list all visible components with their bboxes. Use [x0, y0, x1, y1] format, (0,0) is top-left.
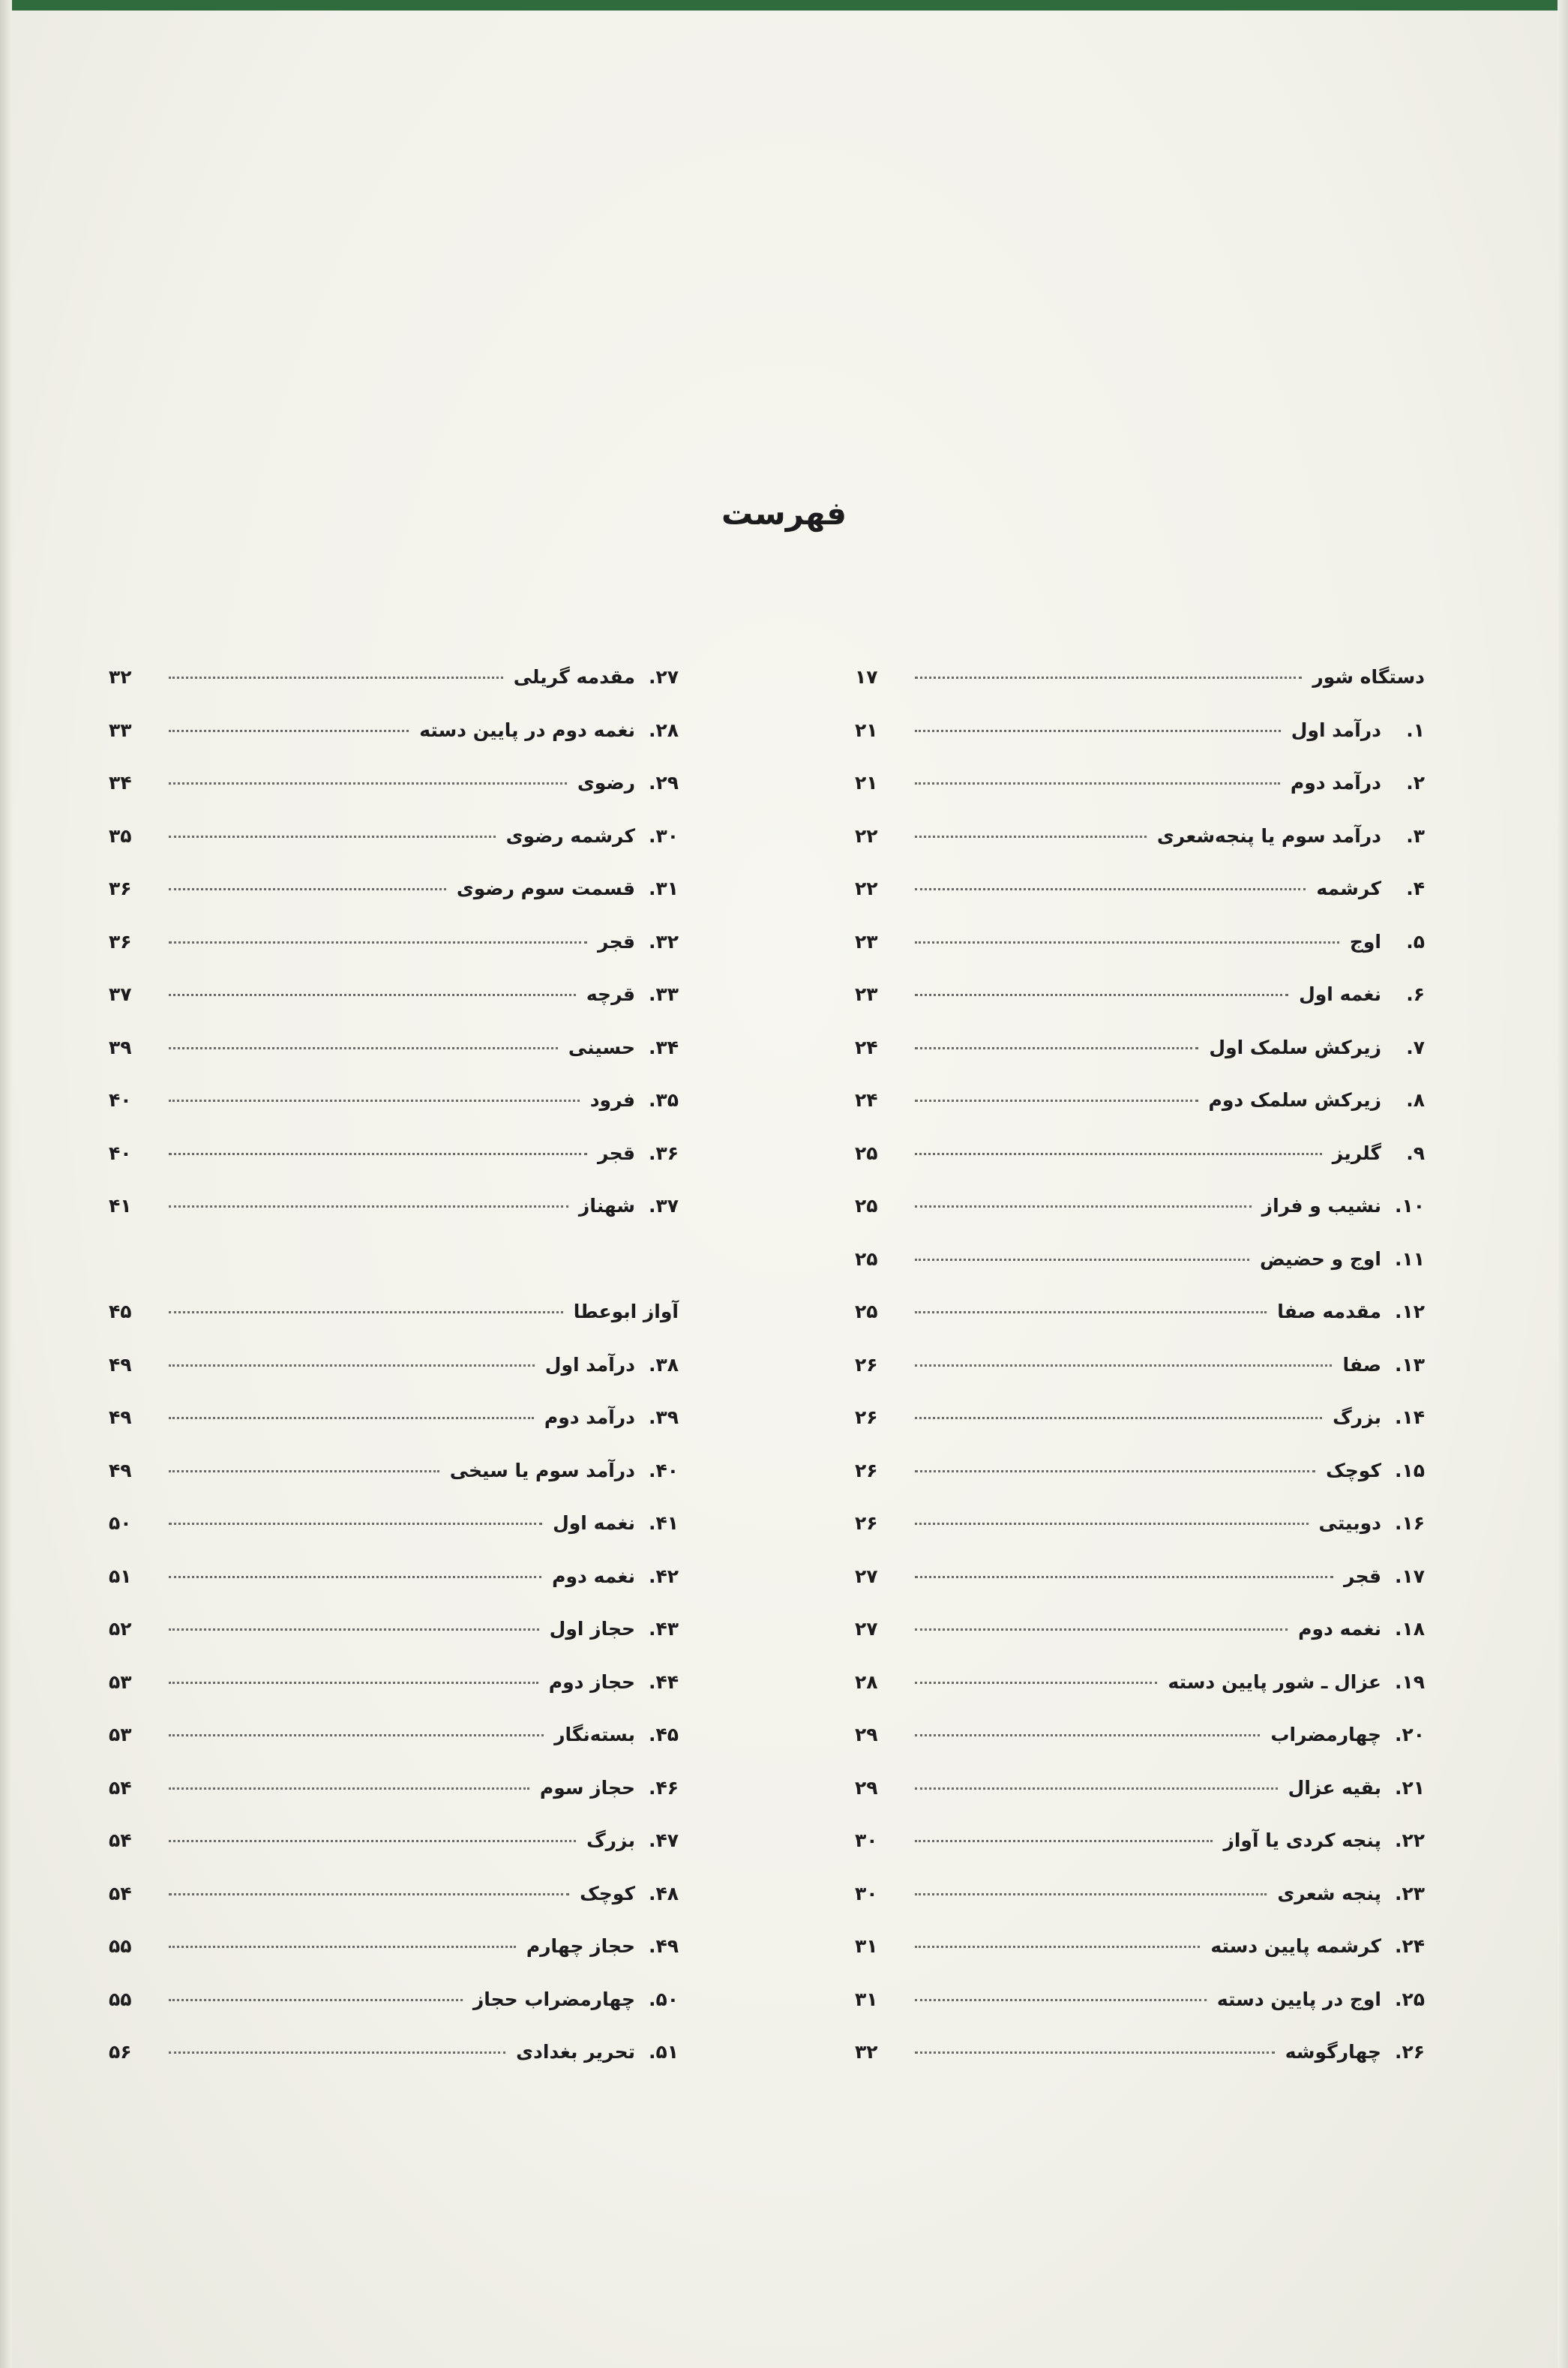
toc-entry-title: کرشمه پایین دسته: [1210, 1935, 1381, 1957]
dot-leader: [915, 2051, 1275, 2054]
toc-entry-page-number: ۲۲: [855, 824, 878, 847]
toc-entry-number: ۳۵.: [648, 1089, 679, 1111]
dot-leader: [915, 1470, 1315, 1472]
dot-leader: [169, 1153, 587, 1155]
toc-entry: [855, 983, 1425, 1037]
toc-entry-title: بزرگ: [586, 1829, 635, 1851]
toc-entry-number: ۲۴.: [1394, 1935, 1425, 1957]
toc-entry-title: تحریر بغدادی: [516, 2041, 635, 2063]
toc-entry-title: گلریز: [1332, 1142, 1381, 1164]
toc-entry-number: ۲۰.: [1394, 1724, 1425, 1745]
toc-entry-title: قجر: [598, 1142, 635, 1164]
toc-entry-title: اوج در پایین دسته: [1216, 1988, 1381, 2010]
toc-entry: [855, 1618, 1425, 1671]
section-gap: [109, 1248, 679, 1301]
toc-entry-title: نغمه دوم: [1298, 1618, 1381, 1640]
toc-entry-page-number: ۲۴: [855, 1036, 878, 1058]
toc-entry-number: ۴۵.: [648, 1724, 679, 1745]
toc-entry-number: ۳۸.: [648, 1353, 679, 1376]
toc-entry: [855, 772, 1425, 825]
toc-entry-page-number: ۲۳: [855, 930, 878, 953]
page-title: فهرست: [721, 495, 847, 532]
toc-entry-number: ۵۱.: [648, 2041, 679, 2063]
toc-entry: [109, 719, 679, 773]
toc-entry-number: ۸.: [1406, 1089, 1425, 1111]
toc-entry: [855, 1354, 1425, 1407]
toc-entry-title: درآمد سوم یا پنجه‌شعری: [1156, 824, 1381, 847]
toc-entry-number: ۱۱.: [1394, 1247, 1425, 1270]
toc-entry-number: ۲۶.: [1394, 2041, 1425, 2063]
toc-entry-title: درآمد دوم: [544, 1406, 635, 1428]
dot-leader: [169, 1576, 541, 1578]
page-right-edge: [1558, 0, 1568, 2368]
toc-entry-page-number: ۱۷: [855, 666, 878, 688]
toc-entry-page-number: ۲۵: [855, 1247, 878, 1270]
dot-leader: [915, 1787, 1278, 1790]
dot-leader: [915, 1259, 1249, 1261]
toc-entry: [855, 1195, 1425, 1248]
dot-leader: [169, 994, 576, 996]
dot-leader: [169, 1734, 544, 1736]
toc-entry-title: دستگاه شور: [1312, 666, 1425, 688]
toc-entry-title: نشیب و فراز: [1261, 1195, 1381, 1217]
toc-entry-number: ۴۷.: [648, 1829, 679, 1851]
toc-entry-page-number: ۲۸: [855, 1670, 878, 1693]
toc-entry: [109, 772, 679, 825]
dot-leader: [915, 1364, 1332, 1367]
toc-entry-title: درآمد اول: [544, 1353, 635, 1376]
toc-entry-title: قسمت سوم رضوی: [456, 878, 635, 899]
toc-entry-title: حجاز چهارم: [526, 1935, 635, 1957]
toc-entry-title: درآمد سوم یا سیخی: [449, 1459, 635, 1481]
toc-entry-number: ۱۵.: [1394, 1459, 1425, 1481]
dot-leader: [169, 1417, 534, 1419]
dot-leader: [915, 994, 1288, 996]
toc-entry-number: ۲.: [1406, 772, 1425, 794]
toc-entry-number: ۲۹.: [648, 772, 679, 794]
toc-entry-page-number: ۵۵: [109, 1935, 132, 1957]
dot-leader: [169, 1047, 558, 1049]
toc-entry: [109, 1935, 679, 1988]
page-top-edge: [0, 0, 1568, 11]
toc-entry-number: ۴۲.: [648, 1565, 679, 1587]
toc-entry: [109, 1460, 679, 1513]
toc-entry-page-number: ۳۱: [855, 1988, 878, 2010]
toc-entry-number: ۳۰.: [648, 824, 679, 847]
dot-leader: [169, 1100, 580, 1102]
dot-leader: [169, 782, 567, 785]
toc-entry-number: ۱۸.: [1394, 1618, 1425, 1640]
toc-entry-page-number: ۳۲: [855, 2041, 878, 2063]
dot-leader: [915, 1417, 1322, 1419]
toc-entry-number: ۱.: [1406, 719, 1425, 741]
toc-entry-title: درآمد اول: [1291, 719, 1381, 741]
toc-entry-page-number: ۵۴: [109, 1829, 132, 1851]
toc-entry: [855, 1142, 1425, 1196]
dot-leader: [169, 1364, 535, 1367]
toc-entry-title: حجاز اول: [549, 1618, 635, 1640]
toc-entry-number: ۳۲.: [648, 930, 679, 953]
toc-entry-title: حسینی: [568, 1036, 635, 1058]
dot-leader: [915, 888, 1306, 890]
toc-entry: [109, 1777, 679, 1830]
toc-entry: [855, 1565, 1425, 1619]
toc-entry-number: ۵.: [1406, 930, 1425, 953]
dot-leader: [915, 1946, 1200, 1948]
toc-entry-page-number: ۲۹: [855, 1724, 878, 1745]
toc-entry-page-number: ۲۵: [855, 1301, 878, 1322]
toc-entry: [109, 1724, 679, 1777]
toc-entry-page-number: ۴۹: [109, 1406, 132, 1428]
toc-entry: [109, 1089, 679, 1142]
toc-entry: [855, 1460, 1425, 1513]
toc-entry-title: پنجه کردی یا آواز: [1223, 1829, 1381, 1851]
toc-entry-page-number: ۵۳: [109, 1670, 132, 1693]
toc-entry-title: چهارگوشه: [1285, 2041, 1381, 2063]
toc-entry-number: ۳۳.: [648, 983, 679, 1005]
toc-entry-page-number: ۳۶: [109, 930, 132, 953]
toc-entry-title: اوج و حضیض: [1259, 1247, 1381, 1270]
toc-entry: [855, 1883, 1425, 1936]
dot-leader: [915, 1682, 1157, 1684]
toc-entry-number: ۲۳.: [1394, 1882, 1425, 1904]
toc-entry-title: قجر: [598, 930, 635, 953]
dot-leader: [169, 730, 409, 732]
dot-leader: [915, 941, 1339, 944]
toc-entry-title: نغمه دوم: [552, 1565, 635, 1587]
dot-leader: [915, 1311, 1267, 1313]
toc-entry-title: نغمه اول: [1299, 983, 1381, 1005]
toc-entry: [855, 1777, 1425, 1830]
toc-entry-title: قجر: [1344, 1565, 1381, 1587]
toc-entry-number: ۱۹.: [1394, 1670, 1425, 1693]
toc-entry: [109, 1301, 679, 1354]
toc-entry: [855, 666, 1425, 719]
toc-entry-title: رضوی: [577, 772, 635, 794]
toc-entry-title: کرشمه: [1316, 878, 1381, 899]
dot-leader: [169, 1999, 463, 2001]
toc-entry: [855, 878, 1425, 931]
toc-entry-number: ۱۰.: [1394, 1195, 1425, 1217]
toc-entry-page-number: ۴۱: [109, 1195, 132, 1217]
toc-entry-page-number: ۲۲: [855, 878, 878, 899]
toc-entry-title: کوچک: [1326, 1459, 1381, 1481]
toc-entry: [855, 1037, 1425, 1090]
toc-entry-number: ۱۷.: [1394, 1565, 1425, 1587]
dot-leader: [915, 1523, 1309, 1525]
dot-leader: [169, 836, 496, 838]
toc-entry-number: ۴۸.: [648, 1882, 679, 1904]
toc-entry: [855, 1406, 1425, 1460]
toc-entry-page-number: ۵۰: [109, 1512, 132, 1534]
toc-entry-page-number: ۳۵: [109, 824, 132, 847]
toc-entry: [109, 1037, 679, 1090]
toc-entry: [855, 1248, 1425, 1301]
toc-entry-number: ۵۰.: [648, 1988, 679, 2010]
toc-entry-number: ۹.: [1406, 1142, 1425, 1164]
page-left-edge: [0, 0, 12, 2368]
toc-entry-page-number: ۳۰: [855, 1829, 878, 1851]
toc-entry-number: ۴.: [1406, 878, 1425, 899]
toc-entry-number: ۱۶.: [1394, 1512, 1425, 1534]
toc-entry-title: پنجه شعری: [1277, 1882, 1381, 1904]
toc-entry-page-number: ۵۲: [109, 1618, 132, 1640]
toc-entry-title: اوج: [1349, 930, 1381, 953]
toc-entry-page-number: ۳۲: [109, 666, 132, 688]
toc-entry-number: ۲۵.: [1394, 1988, 1425, 2010]
toc-entry-number: ۴۴.: [648, 1670, 679, 1693]
toc-entry-title: بقیه عزال: [1288, 1776, 1381, 1799]
toc-entry: [855, 825, 1425, 878]
toc-entry-title: نغمه اول: [553, 1512, 635, 1534]
toc-entry-title: مقدمه گریلی: [513, 666, 635, 688]
toc-entry-page-number: ۴۰: [109, 1142, 132, 1164]
toc-entry-page-number: ۲۵: [855, 1195, 878, 1217]
toc-entry-title: بسته‌نگار: [554, 1724, 635, 1745]
toc-entry-title: زیرکش سلمک اول: [1209, 1036, 1381, 1058]
dot-leader: [169, 2051, 505, 2054]
toc-entry-page-number: ۲۳: [855, 983, 878, 1005]
dot-leader: [915, 782, 1280, 785]
toc-entry-page-number: ۲۵: [855, 1142, 878, 1164]
toc-entry-title: بزرگ: [1333, 1406, 1381, 1428]
toc-entry-page-number: ۵۶: [109, 2041, 132, 2063]
toc-entry: [109, 2041, 679, 2094]
dot-leader: [169, 888, 446, 890]
toc-entry-page-number: ۳۱: [855, 1935, 878, 1957]
toc-entry-number: ۳۱.: [648, 878, 679, 899]
dot-leader: [915, 1205, 1252, 1208]
dot-leader: [915, 1047, 1198, 1049]
toc-entry: [109, 1883, 679, 1936]
dot-leader: [169, 1470, 439, 1472]
toc-entry: [109, 1829, 679, 1883]
toc-entry: [855, 1829, 1425, 1883]
toc-entry-title: عزال ـ شور پایین دسته: [1168, 1670, 1381, 1693]
toc-entry-title: چهارمضراب: [1270, 1724, 1381, 1745]
toc-entry-page-number: ۲۹: [855, 1776, 878, 1799]
toc-entry-number: ۱۲.: [1394, 1301, 1425, 1322]
toc-entry-page-number: ۳۶: [109, 878, 132, 899]
toc-entry: [855, 719, 1425, 773]
toc-entry-page-number: ۲۱: [855, 719, 878, 741]
dot-leader: [915, 1576, 1333, 1578]
toc-entry-page-number: ۴۵: [109, 1301, 132, 1322]
toc-entry-number: ۳۶.: [648, 1142, 679, 1164]
toc-entry-title: نغمه دوم در پایین دسته: [419, 719, 635, 741]
toc-entry-title: حجاز سوم: [539, 1776, 635, 1799]
toc-entry: [109, 1671, 679, 1724]
toc-entry-number: ۱۳.: [1394, 1353, 1425, 1376]
toc-entry-page-number: ۵۳: [109, 1724, 132, 1745]
toc-entry-page-number: ۳۴: [109, 772, 132, 794]
toc-entry: [109, 878, 679, 931]
toc-entry: [109, 1142, 679, 1196]
toc-entry-page-number: ۲۶: [855, 1512, 878, 1534]
toc-entry-number: ۴۱.: [648, 1512, 679, 1534]
toc-right-column: [855, 666, 1425, 2094]
toc-entry-number: ۴۶.: [648, 1776, 679, 1799]
toc-entry-page-number: ۲۷: [855, 1618, 878, 1640]
toc-entry: [855, 1089, 1425, 1142]
toc-entry-page-number: ۲۶: [855, 1459, 878, 1481]
toc-entry-number: ۳۴.: [648, 1036, 679, 1058]
toc-entry: [109, 983, 679, 1037]
toc-entry-number: ۴۹.: [648, 1935, 679, 1957]
toc-entry: [109, 1354, 679, 1407]
toc-entry-page-number: ۳۳: [109, 719, 132, 741]
toc-entry: [109, 931, 679, 984]
dot-leader: [169, 677, 503, 679]
toc-entry-page-number: ۲۴: [855, 1089, 878, 1111]
toc-entry-page-number: ۲۷: [855, 1565, 878, 1587]
dot-leader: [169, 1682, 538, 1684]
toc-entry-title: قرچه: [586, 983, 635, 1005]
toc-entry-title: شهناز: [578, 1195, 635, 1217]
toc-entry: [855, 2041, 1425, 2094]
toc-entry-title: چهارمضراب حجاز: [472, 1988, 635, 2010]
toc-entry-page-number: ۴۹: [109, 1353, 132, 1376]
toc-entry-page-number: ۳۹: [109, 1036, 132, 1058]
toc-entry-number: ۴۳.: [648, 1618, 679, 1640]
toc-entry-number: ۱۴.: [1394, 1406, 1425, 1428]
toc-entry: [109, 1618, 679, 1671]
toc-entry-title: کوچک: [580, 1882, 635, 1904]
dot-leader: [169, 941, 587, 944]
toc-entry-number: ۲۱.: [1394, 1776, 1425, 1799]
dot-leader: [915, 1999, 1207, 2001]
toc-left-column: [109, 666, 679, 2094]
toc-entry: [109, 825, 679, 878]
toc-entry: [109, 1406, 679, 1460]
toc-entry-page-number: ۲۱: [855, 772, 878, 794]
toc-entry-page-number: ۵۴: [109, 1776, 132, 1799]
dot-leader: [169, 1523, 542, 1525]
toc-entry: [855, 1671, 1425, 1724]
toc-entry-title: درآمد دوم: [1290, 772, 1381, 794]
toc-entry-title: زیرکش سلمک دوم: [1208, 1089, 1381, 1111]
dot-leader: [169, 1946, 516, 1948]
toc-entry-number: ۲۸.: [648, 719, 679, 741]
toc-entry-title: فرود: [589, 1089, 635, 1111]
toc-entry: [855, 1935, 1425, 1988]
toc-entry-number: ۴۰.: [648, 1459, 679, 1481]
dot-leader: [915, 1840, 1213, 1842]
dot-leader: [169, 1311, 563, 1313]
dot-leader: [915, 1628, 1288, 1631]
toc-entry: [109, 666, 679, 719]
toc-entry-title: صفا: [1342, 1353, 1381, 1376]
toc-entry-page-number: ۲۶: [855, 1406, 878, 1428]
toc-entry: [109, 1565, 679, 1619]
dot-leader: [915, 1100, 1198, 1102]
toc-entry-page-number: ۳۰: [855, 1882, 878, 1904]
toc-entry-title: دوبیتی: [1318, 1512, 1381, 1534]
dot-leader: [915, 1893, 1267, 1895]
toc-entry-title: مقدمه صفا: [1277, 1301, 1381, 1322]
toc-entry-number: ۶.: [1406, 983, 1425, 1005]
toc-entry-title: حجاز دوم: [548, 1670, 635, 1693]
toc-entry-page-number: ۵۱: [109, 1565, 132, 1587]
toc-entry: [855, 931, 1425, 984]
toc-entry: [109, 1988, 679, 2042]
toc-entry-title: آواز ابوعطا: [573, 1301, 679, 1322]
toc-entry: [855, 1988, 1425, 2042]
toc-entry-number: ۷.: [1406, 1036, 1425, 1058]
toc-entry-page-number: ۳۷: [109, 983, 132, 1005]
toc-entry: [855, 1724, 1425, 1777]
toc-entry-page-number: ۲۶: [855, 1353, 878, 1376]
toc-entry: [855, 1512, 1425, 1565]
toc-entry-page-number: ۵۴: [109, 1882, 132, 1904]
dot-leader: [915, 1153, 1322, 1155]
dot-leader: [169, 1205, 568, 1208]
dot-leader: [915, 677, 1302, 679]
toc-entry-page-number: ۴۰: [109, 1089, 132, 1111]
toc-entry-title: کرشمه رضوی: [505, 824, 635, 847]
dot-leader: [915, 1734, 1260, 1736]
toc-entry-number: ۳.: [1406, 824, 1425, 847]
toc-entry-number: ۲۷.: [648, 666, 679, 688]
dot-leader: [169, 1840, 576, 1842]
toc-entry-page-number: ۴۹: [109, 1459, 132, 1481]
toc-entry-number: ۲۲.: [1394, 1829, 1425, 1851]
dot-leader: [169, 1893, 569, 1895]
toc-entry-page-number: ۵۵: [109, 1988, 132, 2010]
dot-leader: [915, 836, 1147, 838]
toc-entry: [109, 1195, 679, 1248]
dot-leader: [169, 1628, 539, 1631]
toc-entry: [855, 1301, 1425, 1354]
dot-leader: [169, 1787, 529, 1790]
toc-entry-number: ۳۹.: [648, 1406, 679, 1428]
toc-entry-number: ۳۷.: [648, 1195, 679, 1217]
toc-entry: [109, 1512, 679, 1565]
dot-leader: [915, 730, 1281, 732]
